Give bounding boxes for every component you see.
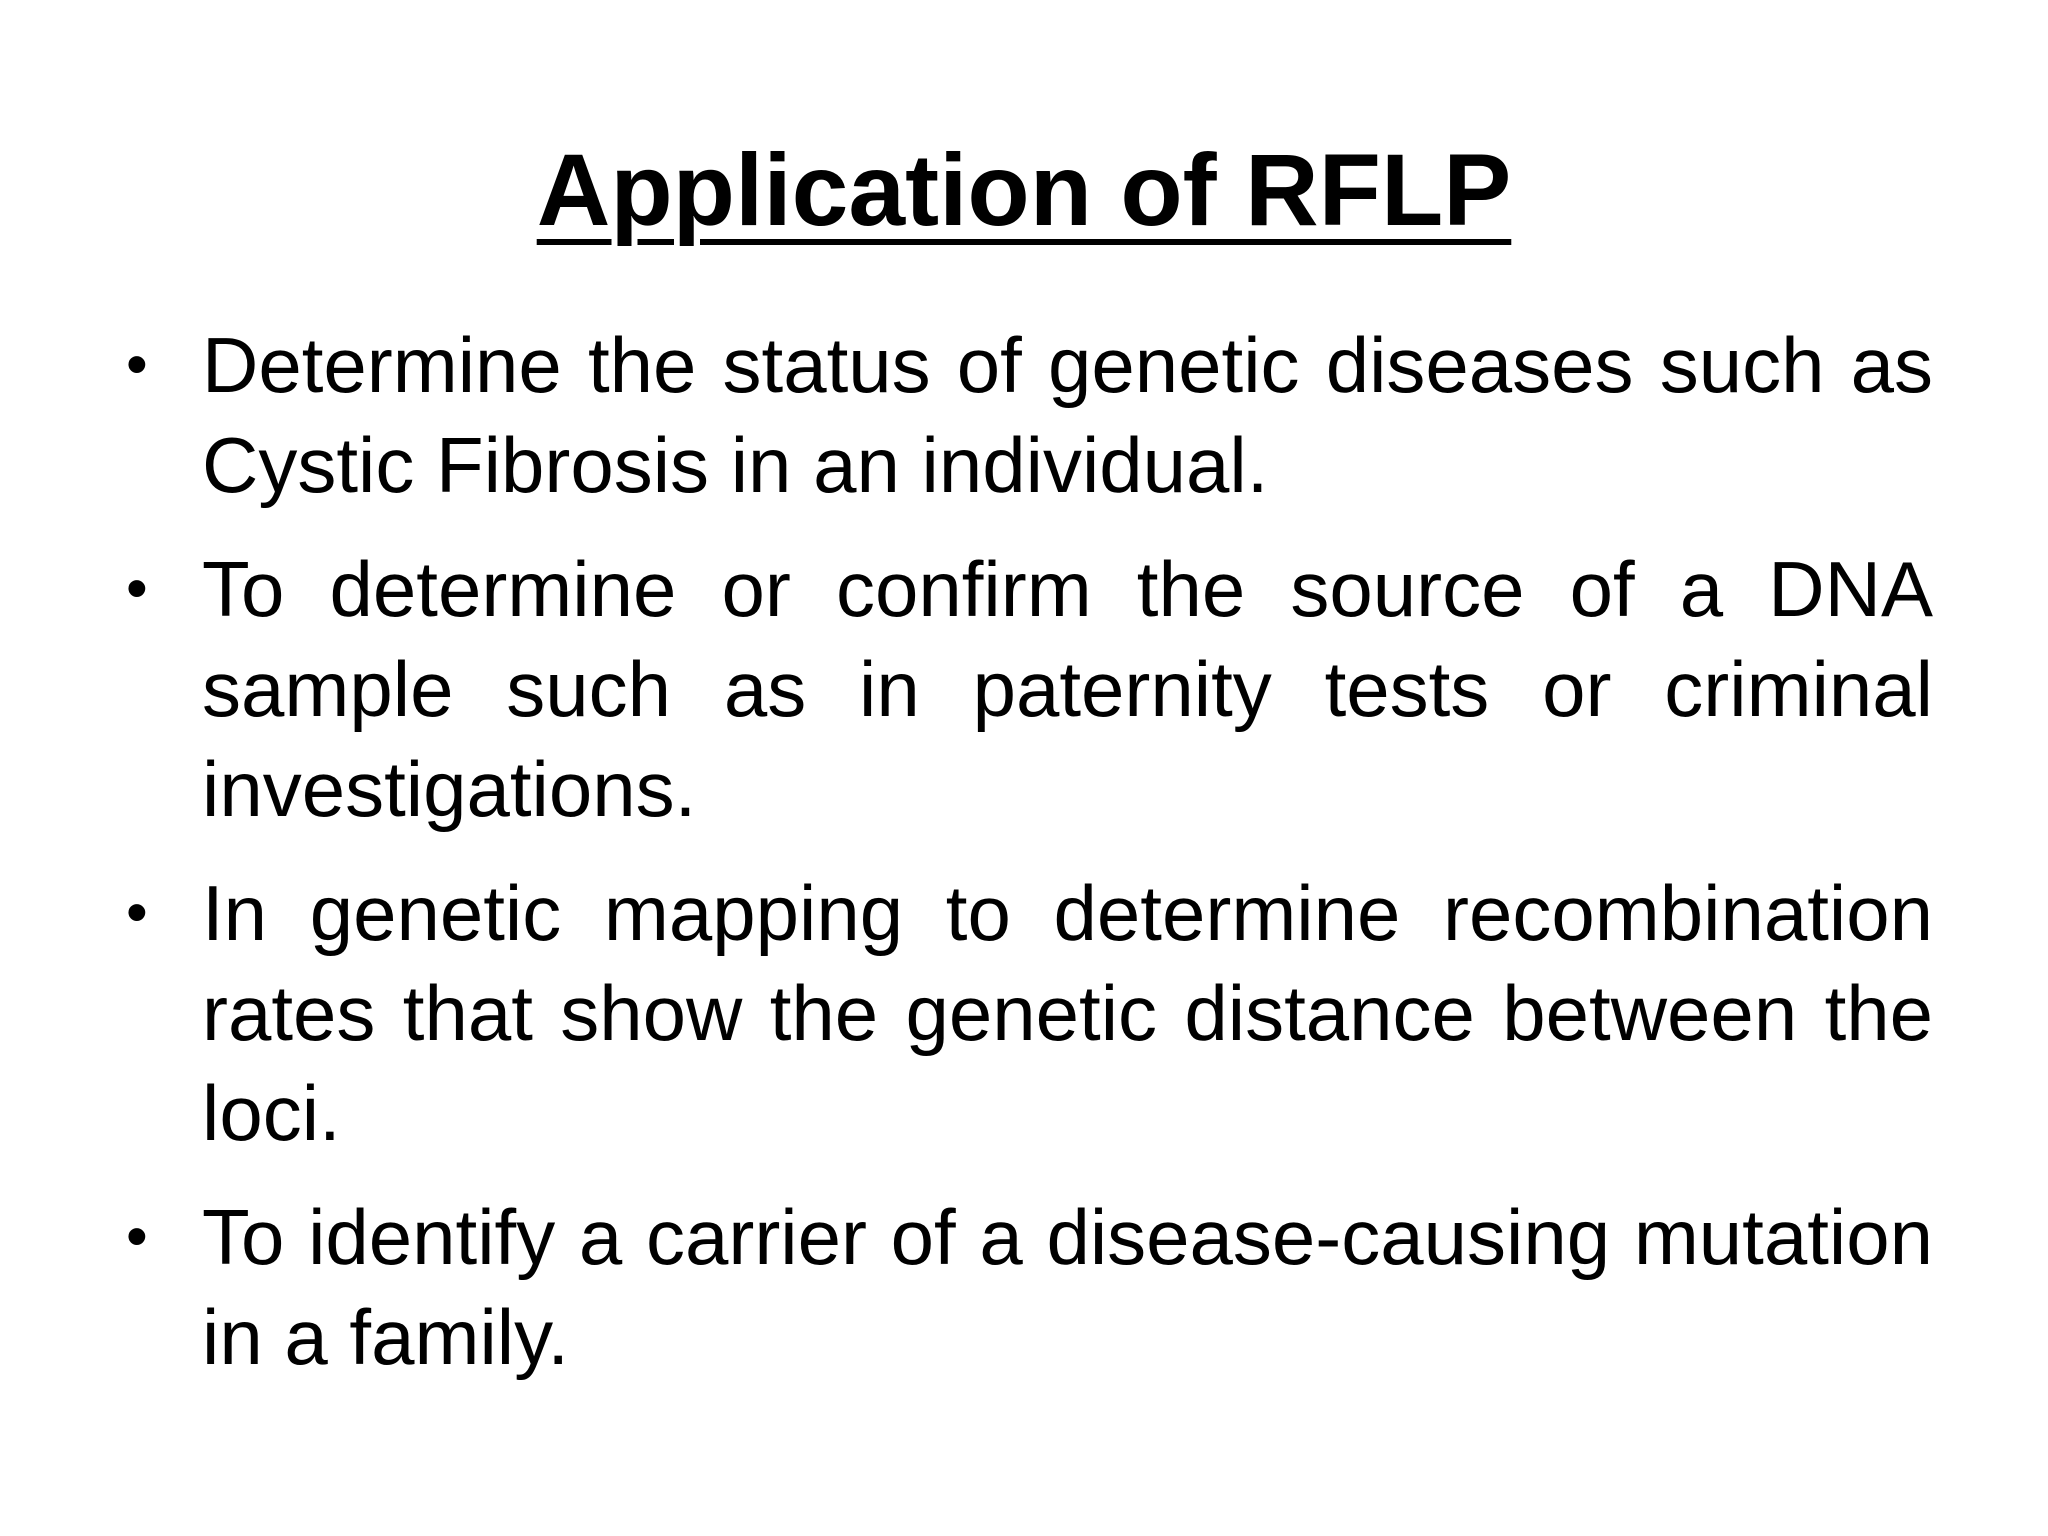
bullet-item-1	[118, 315, 1933, 515]
bullet-item-3	[118, 863, 1933, 1163]
bullet-text-3: In genetic mapping to determine recombination rates that show the genetic distance between the loci.	[202, 869, 1933, 1157]
bullet-icon: •	[126, 1202, 148, 1271]
bullet-text-1: Determine the status of genetic diseases such as Cystic Fibrosis in an individual.	[202, 321, 1933, 509]
bullet-list	[118, 315, 1933, 1411]
slide-title-text: Application of RFLP	[536, 133, 1512, 247]
bullet-item-2	[118, 539, 1933, 839]
bullet-text-4: To identify a carrier of a disease-causing mutation in a family.	[202, 1193, 1933, 1381]
bullet-text-2: To determine or confirm the source of a DNA sample such as in paternity tests or criminal investigations.	[202, 545, 1933, 833]
bullet-icon: •	[126, 878, 148, 947]
bullet-item-4	[118, 1187, 1933, 1387]
slide-title	[0, 130, 2048, 250]
bullet-icon: •	[126, 330, 148, 399]
bullet-icon: •	[126, 554, 148, 623]
